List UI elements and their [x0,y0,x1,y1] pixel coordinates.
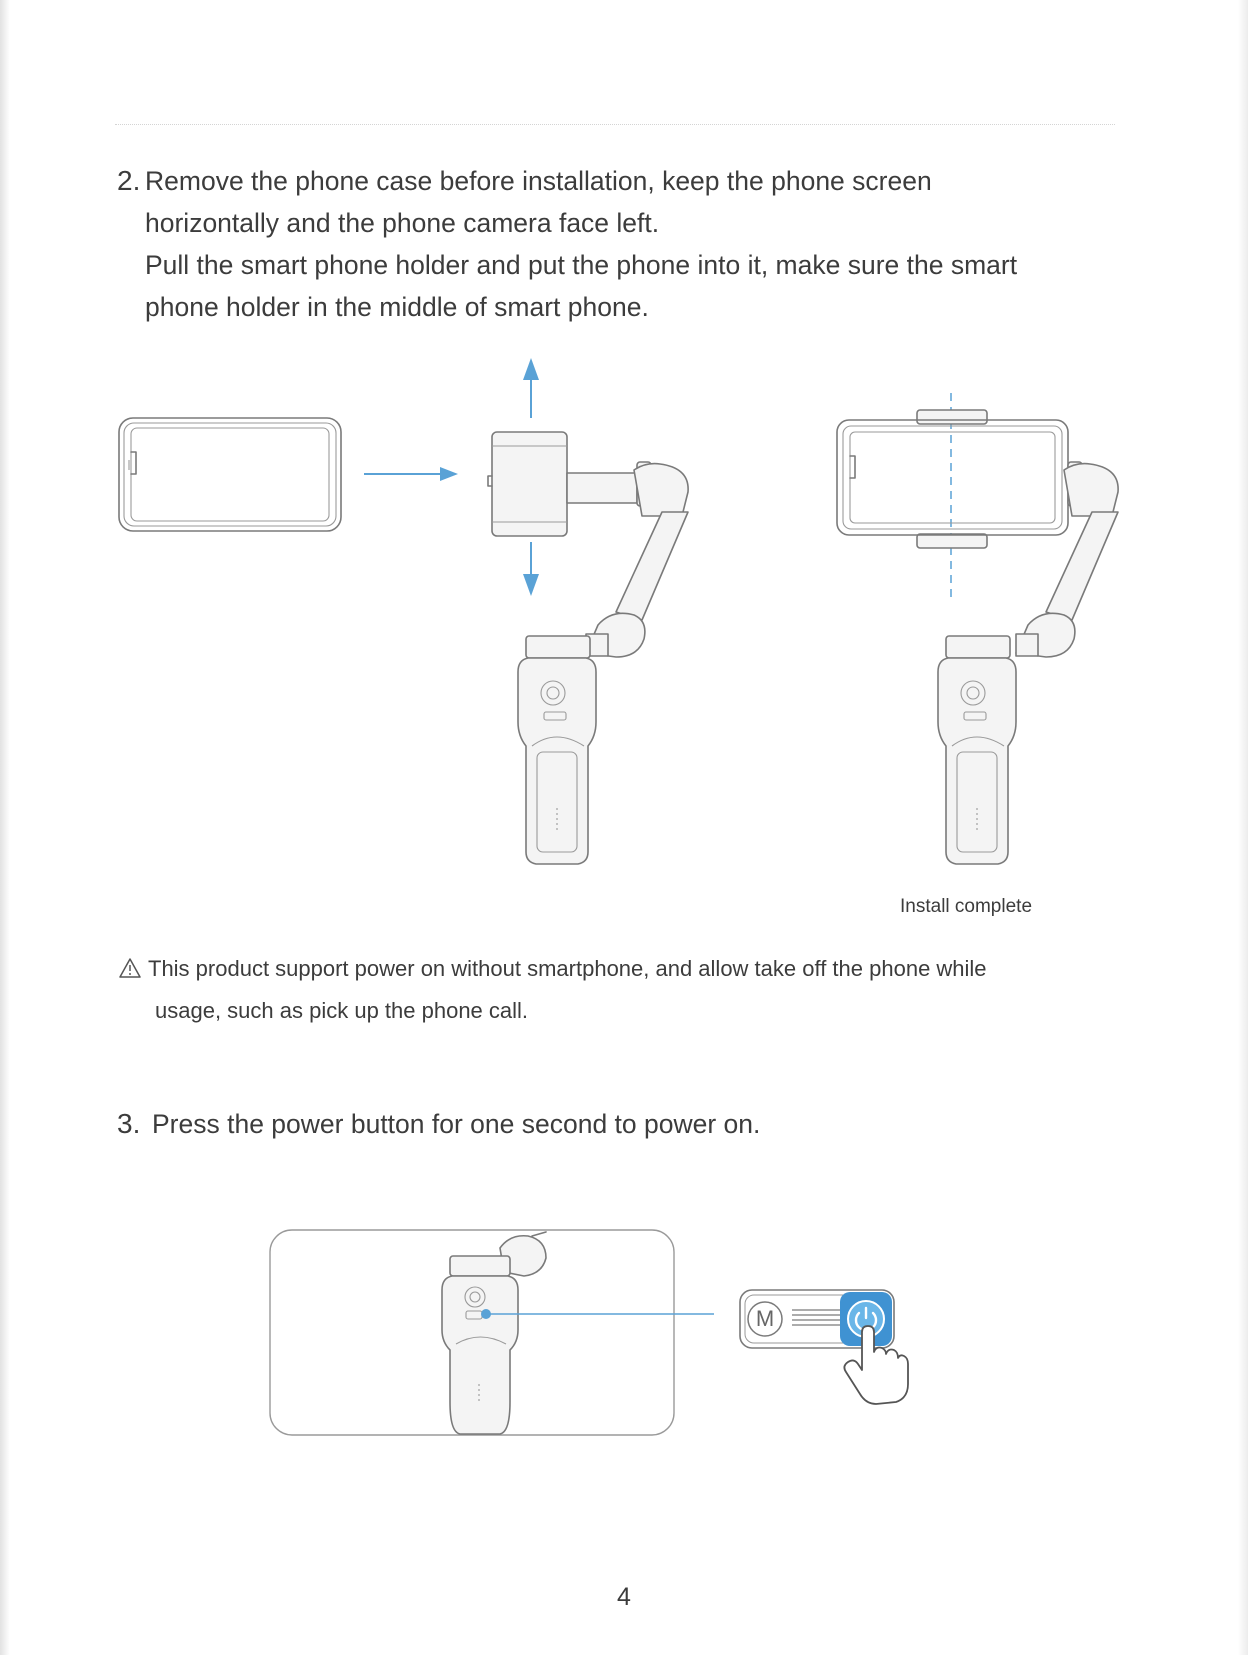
step2-number: 2. [117,165,141,196]
mode-button-label: M [755,1306,775,1331]
install-complete-caption: Install complete [900,896,1033,917]
warning-line-1: This product support power on without smartphone, and allow take off the phone while [148,956,987,981]
page-number: 4 [617,1583,631,1611]
step2-line-1: Remove the phone case before installation, keep the phone screen [145,166,932,196]
gimbal-handle-closeup [442,1232,714,1434]
warning-line-2: usage, such as pick up the phone call. [155,998,529,1023]
step3-number: 3. [117,1108,141,1139]
step2-line-3: Pull the smart phone holder and put the phone into it, make sure the smart [145,250,1018,280]
step3-text: Press the power button for one second to power on. [152,1109,761,1139]
step2-line-4: phone holder in the middle of smart phone. [145,292,649,322]
step2-line-2: horizontally and the phone camera face left. [145,208,660,238]
